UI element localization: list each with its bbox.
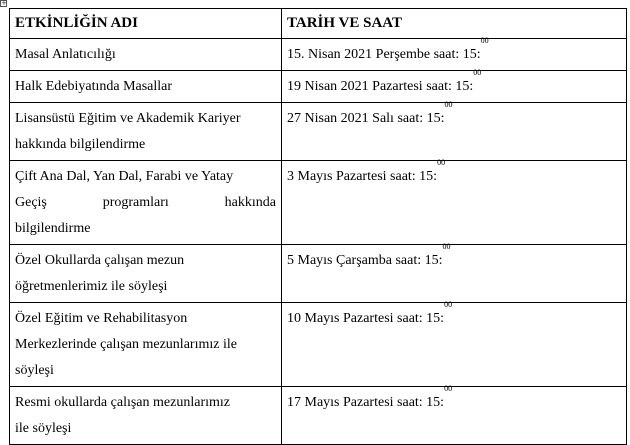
activity-cell xyxy=(10,245,282,303)
header-datetime: TARİH VE SAAT xyxy=(282,9,627,39)
activity-line: Masal Anlatıcılığı xyxy=(15,47,116,62)
time-minutes-superscript: 00 xyxy=(444,384,453,393)
activity-cell xyxy=(10,39,282,71)
activity-cell xyxy=(10,387,282,445)
time-minutes-superscript: 00 xyxy=(473,68,482,77)
datetime-cell xyxy=(282,68,627,103)
datetime-text: 3 Mayıs Pazartesi saat: 15: xyxy=(287,169,438,184)
activity-line: Çift Ana Dal, Yan Dal, Farabi ve Yatay xyxy=(15,169,234,184)
time-minutes-superscript: 00 xyxy=(480,36,489,45)
activity-line: Özel Okullarda çalışan mezun xyxy=(15,253,185,268)
table-header-row xyxy=(10,9,627,39)
table-row xyxy=(10,103,627,161)
time-minutes-superscript: 00 xyxy=(442,242,451,251)
activity-line: bilgilendirme xyxy=(15,221,91,236)
table-row xyxy=(10,387,627,445)
datetime-cell xyxy=(282,100,627,161)
activity-line: ile söyleşi xyxy=(15,421,72,436)
header-activity: ETKİNLİĞİN ADI xyxy=(10,9,282,39)
datetime-text: 10 Mayıs Pazartesi saat: 15: xyxy=(287,311,445,326)
table-row xyxy=(10,71,627,103)
datetime-text: 17 Mayıs Pazartesi saat: 15: xyxy=(287,395,445,410)
datetime-text: 19 Nisan 2021 Pazartesi saat: 15: xyxy=(287,79,474,94)
activity-line: söyleşi xyxy=(15,363,54,378)
time-minutes-superscript: 00 xyxy=(444,300,453,309)
activity-line: Geçiş programları hakkında xyxy=(15,195,276,210)
table-row xyxy=(10,161,627,245)
datetime-cell xyxy=(282,384,627,445)
datetime-cell xyxy=(282,158,627,245)
activity-line: Lisansüstü Eğitim ve Akademik Kariyer xyxy=(15,111,241,126)
datetime-cell xyxy=(282,242,627,303)
activity-line: Merkezlerinde çalışan mezunlarımız ile xyxy=(15,337,237,352)
table-row xyxy=(10,303,627,387)
activity-cell xyxy=(10,71,282,103)
datetime-text: 27 Nisan 2021 Salı saat: 15: xyxy=(287,111,445,126)
datetime-cell xyxy=(282,300,627,387)
activity-line: Resmi okullarda çalışan mezunlarımız xyxy=(15,395,230,410)
table-row xyxy=(10,245,627,303)
events-table xyxy=(9,8,627,445)
activity-cell xyxy=(10,103,282,161)
activity-line: Halk Edebiyatında Masallar xyxy=(15,79,173,94)
table-move-handle-icon[interactable]: + xyxy=(1,0,7,7)
datetime-text: 5 Mayıs Çarşamba saat: 15: xyxy=(287,253,443,268)
time-minutes-superscript: 00 xyxy=(444,100,453,109)
activity-cell xyxy=(10,161,282,245)
table-row xyxy=(10,39,627,71)
datetime-text: 15. Nisan 2021 Perşembe saat: 15: xyxy=(287,47,481,62)
activity-line: Özel Eğitim ve Rehabilitasyon xyxy=(15,311,188,326)
activity-line: öğretmenlerimiz ile söyleşi xyxy=(15,279,168,294)
time-minutes-superscript: 00 xyxy=(437,158,446,167)
datetime-cell xyxy=(282,36,627,71)
activity-cell xyxy=(10,303,282,387)
activity-line: hakkında bilgilendirme xyxy=(15,137,146,152)
